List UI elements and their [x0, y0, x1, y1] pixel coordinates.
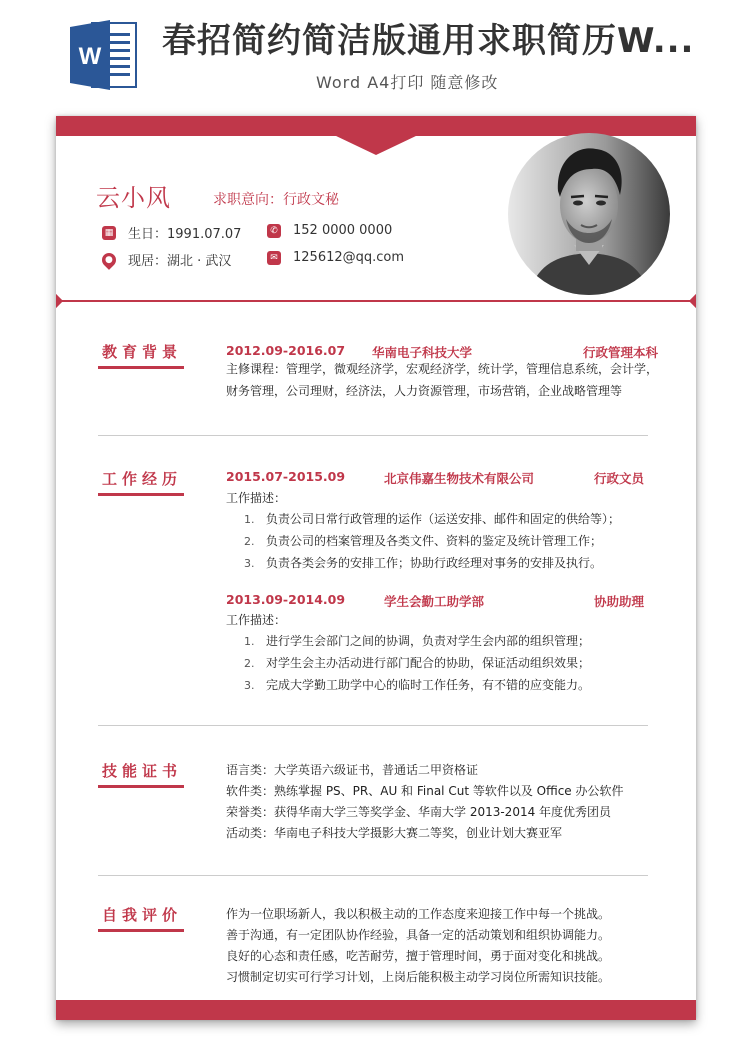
residence-info — [102, 250, 231, 269]
education-title: 教育背景 — [102, 343, 183, 361]
section-separator — [98, 725, 648, 726]
document-title: 春招简约简洁版通用求职简历W... — [162, 21, 695, 61]
job-1-company: 北京伟嘉生物技术有限公司 — [384, 471, 535, 486]
document-subtitle: Word A4打印 随意修改 — [316, 73, 499, 92]
job-2-period: 2013.09-2014.09 — [226, 592, 346, 607]
document-header — [0, 0, 750, 110]
work-title: 工作经历 — [102, 470, 183, 488]
education-underline — [98, 366, 184, 369]
word-icon-letter: W — [78, 43, 102, 70]
skills-line: 荣誉类：获得华南大学三等奖学金、华南大学 2013-2014 年度优秀团员 — [226, 805, 612, 819]
job-2-header-row — [226, 592, 646, 610]
top-notch — [334, 135, 418, 155]
word-document-icon — [70, 17, 138, 93]
education-school: 华南电子科技大学 — [372, 345, 473, 360]
skills-line: 活动类：华南电子科技大学摄影大赛二等奖，创业计划大赛亚军 — [226, 826, 563, 840]
header-divider — [56, 300, 696, 302]
education-degree: 行政管理本科 — [582, 345, 658, 360]
job-2-company: 学生会勤工助学部 — [384, 594, 485, 609]
self-eval-title: 自我评价 — [102, 906, 183, 924]
job-1-item: 1. 负责公司日常行政管理的运作（运送安排、邮件和固定的供给等）； — [244, 512, 621, 526]
candidate-name: 云小风 — [96, 184, 171, 212]
work-underline — [98, 493, 184, 496]
education-period: 2012.09-2016.07 — [226, 343, 346, 358]
job-intent — [213, 189, 339, 209]
divider-left-diamond — [56, 294, 63, 308]
job-1-item: 2. 负责公司的档案管理及各类文件、资料的鉴定及统计管理工作； — [244, 534, 603, 548]
job-1-desc-label: 工作描述： — [226, 491, 287, 505]
job-1-role: 行政文员 — [593, 471, 644, 486]
bottom-band — [56, 1000, 696, 1020]
birth-info — [102, 223, 241, 242]
self-eval-line: 良好的心态和责任感，吃苦耐劳，擅于管理时间，勇于面对变化和挑战。 — [226, 949, 611, 963]
skills-underline — [98, 785, 184, 788]
job-2-item: 1. 进行学生会部门之间的协调，负责对学生会内部的组织管理； — [244, 634, 591, 648]
location-pin-icon: ● — [99, 250, 119, 270]
resume-page — [56, 116, 696, 1020]
job-1-item: 3. 负责各类会务的安排工作；协助行政经理对事务的安排及执行。 — [244, 556, 603, 570]
education-courses-line-2: 财务管理，公司理财，经济法，人力资源管理，市场营销，企业战略管理等 — [226, 384, 623, 398]
avatar-photo — [508, 133, 670, 295]
job-2-item: 2. 对学生会主办活动进行部门配合的协助，保证活动组织效果； — [244, 656, 591, 670]
job-1-period: 2015.07-2015.09 — [226, 469, 346, 484]
phone-text: 152 0000 0000 — [293, 223, 393, 238]
self-eval-line: 习惯制定切实可行学习计划，上岗后能积极主动学习岗位所需知识技能。 — [226, 970, 611, 984]
job-2-desc-label: 工作描述： — [226, 613, 287, 627]
residence-text: 现居：湖北 · 武汉 — [128, 254, 232, 269]
section-separator — [98, 875, 648, 876]
email-text: 125612@qq.com — [293, 250, 405, 265]
birth-text: 生日：1991.07.07 — [128, 227, 242, 242]
calendar-icon: ▦ — [102, 226, 116, 240]
education-courses-line-1: 主修课程：管理学，微观经济学，宏观经济学，统计学，管理信息系统，会计学， — [226, 362, 659, 376]
job-2-item: 3. 完成大学勤工助学中心的临时工作任务，有不错的应变能力。 — [244, 678, 591, 692]
job-intent-value: 行政文秘 — [283, 192, 339, 208]
self-eval-line: 善于沟通，有一定团队协作经验，具备一定的活动策划和组织协调能力。 — [226, 928, 611, 942]
email-info — [267, 250, 404, 265]
divider-right-diamond — [689, 294, 696, 308]
mail-icon: ✉ — [267, 251, 281, 265]
job-intent-label: 求职意向： — [213, 192, 283, 208]
skills-title: 技能证书 — [102, 762, 183, 780]
phone-icon: ✆ — [267, 224, 281, 238]
self-eval-line: 作为一位职场新人，我以积极主动的工作态度来迎接工作中每一个挑战。 — [226, 907, 611, 921]
skills-line: 软件类：熟练掌握 PS、PR、AU 和 Final Cut 等软件以及 Office 办公软件 — [226, 784, 624, 798]
job-1-header-row — [226, 469, 646, 487]
skills-line: 语言类：大学英语六级证书，普通话二甲资格证 — [226, 763, 479, 777]
job-2-role: 协助助理 — [593, 594, 644, 609]
phone-info — [267, 223, 392, 238]
self-eval-underline — [98, 929, 184, 932]
section-separator — [98, 435, 648, 436]
